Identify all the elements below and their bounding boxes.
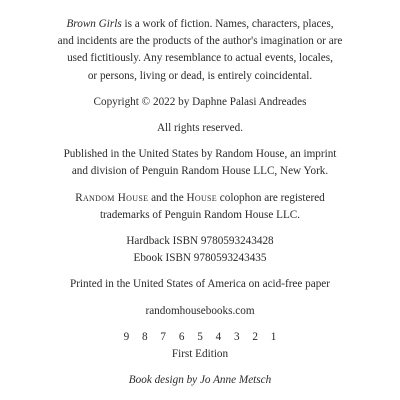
trademark-line-2: trademarks of Penguin Random House LLC. bbox=[99, 208, 301, 221]
disclaimer-line-4: or persons, living or dead, is entirely coincidental. bbox=[87, 69, 313, 82]
disclaimer-line-3: used fictitiously. Any resemblance to actual events, locales, bbox=[67, 52, 333, 65]
disclaimer-line-1 bbox=[0, 16, 400, 33]
disclaimer bbox=[0, 16, 400, 85]
design-credit: Book design by Jo Anne Metsch bbox=[128, 374, 272, 387]
brand-random-house: Random House bbox=[75, 191, 149, 204]
isbn-ebook: Ebook ISBN 9780593243435 bbox=[133, 252, 267, 265]
publisher-line-1: Published in the United States by Random House, an imprint bbox=[63, 148, 337, 161]
website-line: randomhousebooks.com bbox=[145, 304, 255, 317]
printed-line: Printed in the United States of America on acid-free paper bbox=[69, 278, 331, 291]
trademark-line-1: Random House and the House colophon are registered bbox=[75, 191, 325, 204]
rights-line: All rights reserved. bbox=[156, 122, 244, 135]
isbn-hardback: Hardback ISBN 9780593243428 bbox=[126, 235, 274, 248]
edition-line: First Edition bbox=[171, 348, 229, 361]
isbn-info bbox=[0, 233, 400, 267]
brand-house: House bbox=[186, 191, 217, 204]
copyright-line: Copyright © 2022 by Daphne Palasi Andreades bbox=[93, 95, 307, 108]
book-title: Brown Girls bbox=[66, 18, 122, 30]
publisher-info bbox=[0, 146, 400, 180]
disclaimer-line-1-rest: is a work of fiction. Names, characters, places, bbox=[121, 18, 334, 30]
printer-key: 9 8 7 6 5 4 3 2 1 bbox=[123, 330, 282, 343]
trademark-info bbox=[0, 190, 400, 224]
disclaimer-line-2: and incidents are the products of the author's imagination or are bbox=[57, 35, 343, 48]
publisher-line-2: and division of Penguin Random House LLC, New York. bbox=[71, 165, 329, 178]
